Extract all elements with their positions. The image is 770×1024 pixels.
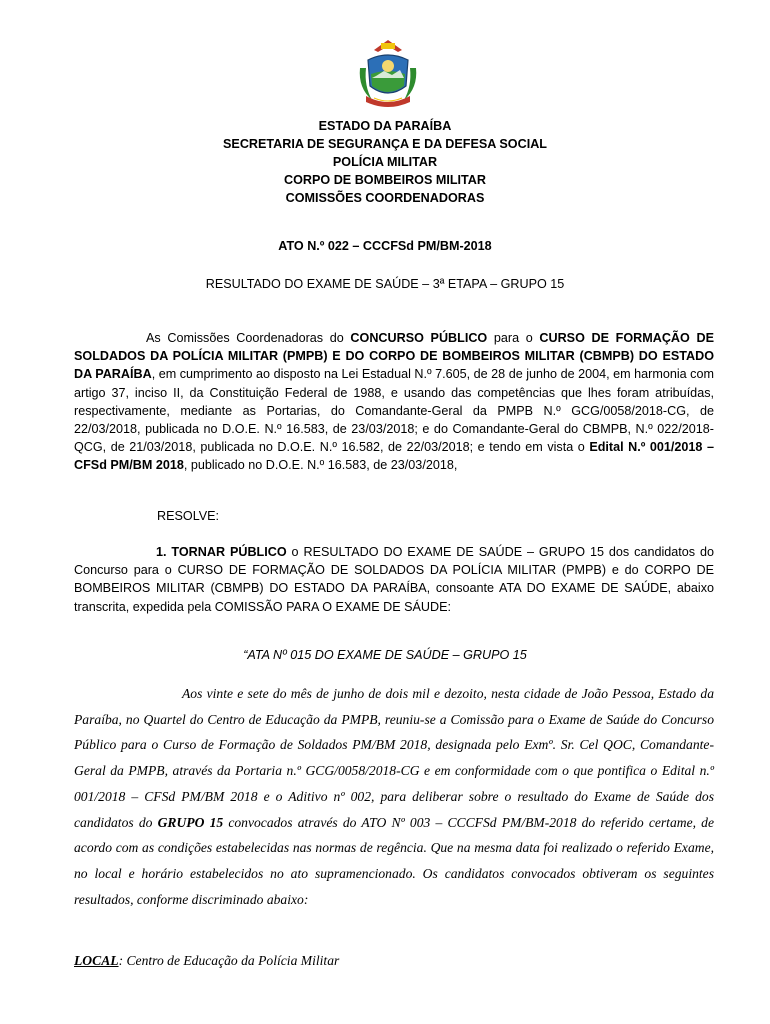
intro-bold-3: Edital N.º 001/2018 – CFSd PM/BM 2018 xyxy=(74,440,714,473)
intro-bold-2: CURSO DE FORMAÇÃO DE SOLDADOS DA POLÍCIA MILITAR (PMPB) E DO CORPO DE BOMBEIROS MILITAR (CBMPB) DO ESTADO DA PARAÍBA xyxy=(74,331,714,382)
local-line xyxy=(74,953,339,969)
intro-paragraph xyxy=(74,329,714,475)
local-label: LOCAL xyxy=(74,953,119,968)
header-secretariat: SECRETARIA DE SEGURANÇA E DA DEFESA SOCIAL xyxy=(223,137,547,151)
intro-text-3: , em cumprimento ao disposto na Lei Estadual N.º 7.605, de 28 de junho de 2004, em harmonia com artigo 37, inciso II, da Constituição Federal de 1988, e usando das competências que lhes foram atribuídas, respectivamente, mediante as Portarias, do Comandante-Geral da PMPB N.º GCG/0058/2018-CG, de 22/03/2018, publicada no D.O.E. N.º 16.583, de 23/03/2018; e do Comandante-Geral do CBMPB, N.º 022/2018-QCG, de 21/03/2018, publicada no D.O.E. N.º 16.582, de 22/03/2018; e tendo em vista o xyxy=(74,367,714,455)
resolution-bold: 1. TORNAR PÚBLICO xyxy=(156,545,287,559)
intro-text-2: para o xyxy=(487,331,540,345)
ata-title: “ATA Nº 015 DO EXAME DE SAÚDE – GRUPO 15 xyxy=(243,648,527,662)
local-value: : Centro de Educação da Polícia Militar xyxy=(118,953,340,968)
header-state: ESTADO DA PARAÍBA xyxy=(318,119,452,133)
ata-bold-group: GRUPO 15 xyxy=(157,814,224,830)
header-commissions: COMISSÕES COORDENADORAS xyxy=(285,191,485,205)
ata-body xyxy=(74,681,714,912)
state-coat-of-arms-icon xyxy=(354,38,422,112)
resolution-paragraph xyxy=(74,543,714,616)
resolution-text: o RESULTADO DO EXAME DE SAÚDE – GRUPO 15 dos candidatos do Concurso para o CURSO DE FORMAÇÃO DE SOLDADOS DA POLÍCIA MILITAR (PMPB) e do CORPO DE BOMBEIROS MILITAR (CBMPB) DO ESTADO DA PARAÍBA, consoante ATA DO EXAME DE SAÚDE, abaixo transcrita, expedida pela COMISSÃO PARA O EXAME DE SÁUDE: xyxy=(74,545,714,614)
ata-text-2: convocados através do ATO Nº 003 – CCCFSd PM/BM-2018 do referido certame, de acordo com as condições estabelecidas nas normas de regência. Que na mesma data foi realizado o referido Exame, no local e horário estabelecidos no ato supramencionado. Os candidatos convocados obtiveram os seguintes resultados, conforme discriminado abaixo: xyxy=(74,814,714,907)
result-title: RESULTADO DO EXAME DE SAÚDE – 3ª ETAPA – GRUPO 15 xyxy=(205,277,565,291)
act-title: ATO N.º 022 – CCCFSd PM/BM-2018 xyxy=(278,239,492,253)
intro-bold-1: CONCURSO PÚBLICO xyxy=(350,331,488,345)
intro-text-4: , publicado no D.O.E. N.º 16.583, de 23/03/2018, xyxy=(183,458,458,473)
header-fire-brigade: CORPO DE BOMBEIROS MILITAR xyxy=(284,173,486,187)
header-block xyxy=(0,117,770,207)
ata-text-1: Aos vinte e sete do mês de junho de dois mil e dezoito, nesta cidade de João Pessoa, Estado da Paraíba, no Quartel do Centro de Educação da PMPB, reuniu-se a Comissão para o Exame de Saúde do Concurso Público para o Curso de Formação de Soldados PM/BM 2018, designada pelo Exmº. Sr. Cel QOC, Comandante-Geral da PMPB, através da Portaria n.º GCG/0058/2018-CG e em conformidade com o que pontifica o Edital n.º 001/2018 – CFSd PM/BM 2018 e o Aditivo nº 002, para deliberar sobre o resultado do Exame de Saúde dos candidatos do xyxy=(74,686,714,830)
resolve-label: RESOLVE: xyxy=(157,509,220,523)
header-military-police: POLÍCIA MILITAR xyxy=(332,155,438,169)
intro-text-1: As Comissões Coordenadoras do xyxy=(146,331,351,345)
